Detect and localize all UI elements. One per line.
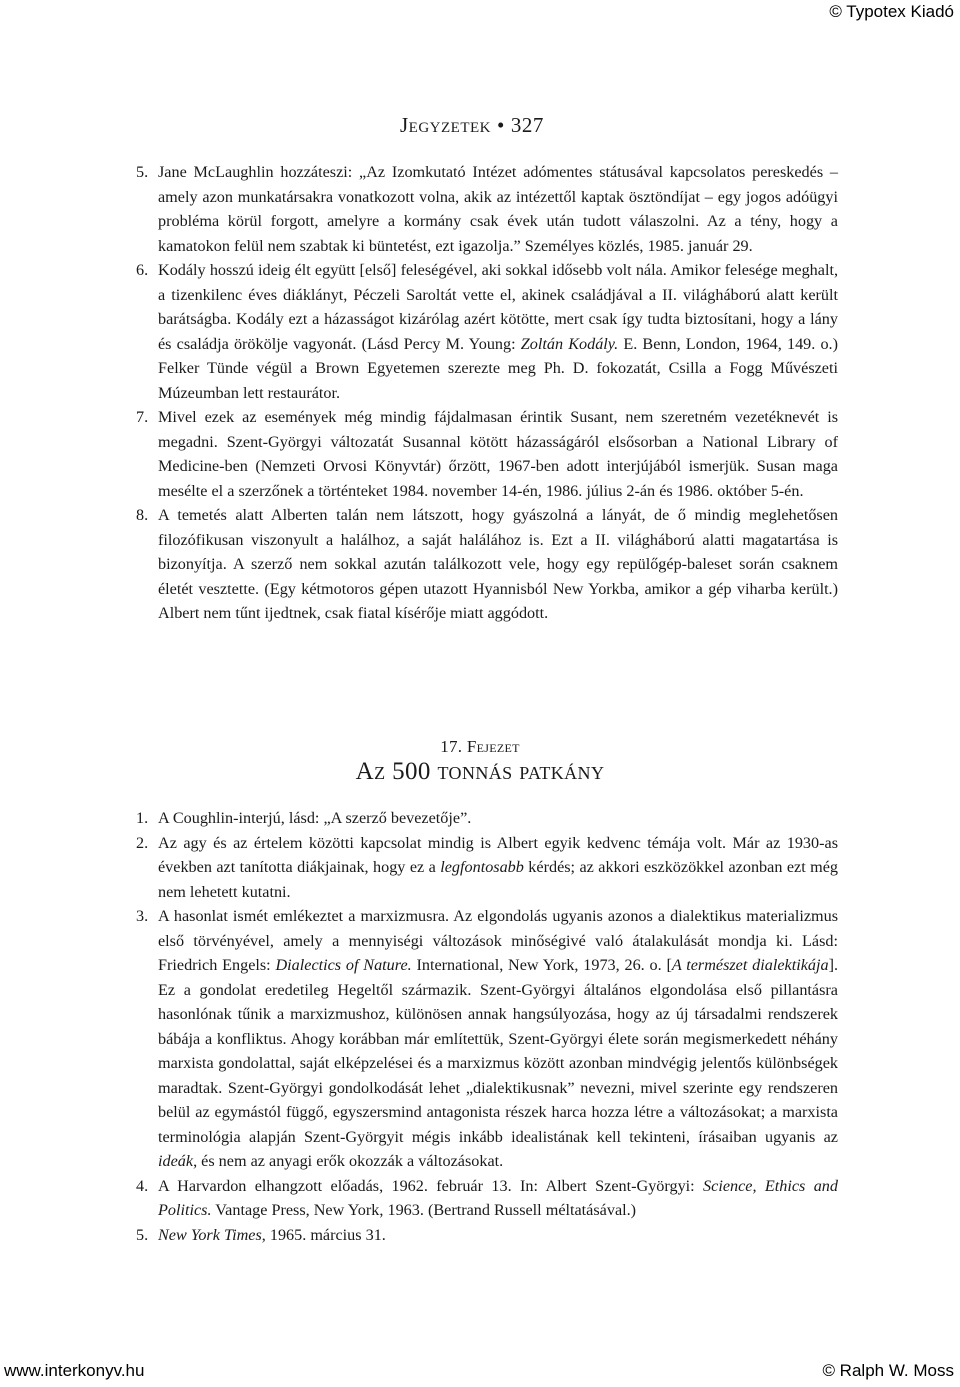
note-italic-text: legfontosabb (440, 858, 524, 876)
chapter-label: 17. Fejezet (440, 737, 520, 756)
note-italic-text: A természet dialektikája (671, 956, 829, 974)
note-item (136, 503, 838, 626)
note-text: International, New York, 1973, 26. o. [ (411, 956, 672, 974)
note-item (136, 258, 838, 405)
running-head-title: Jegyzetek (400, 113, 491, 137)
note-item (136, 1223, 838, 1248)
publisher-copyright: © Typotex Kiadó (829, 2, 954, 21)
note-item (136, 904, 838, 1174)
note-number: 2. (136, 833, 149, 852)
note-text: kérdés; az akkori eszközökkel azonban ezt még nem lehetett kutatni. (158, 858, 838, 901)
note-item (136, 405, 838, 503)
note-number: 6. (136, 261, 149, 279)
note-item (136, 831, 838, 905)
note-italic-text: ideák (158, 1152, 194, 1170)
notes-list-top (136, 160, 838, 626)
bullet-separator: • (496, 113, 505, 137)
note-item (136, 806, 838, 831)
note-italic-text: Zoltán Kodály. (520, 334, 619, 353)
note-item (136, 1174, 838, 1223)
note-text: A Coughlin-interjú, lásd: „A szerző bevezetője”. (158, 809, 472, 827)
website-url: www.interkonyv.hu (4, 1361, 145, 1380)
note-text: ]. Ez a gondolat eredetileg Hegeltől származik. Szent-Györgyi általános elgondolása első pillantásra hasonlónak tűnik a marxizmushoz, különösen annak hangsúlyozása, hogy az új társadalmi rendszerek bábája a konfliktus. Ahogy korábban már említettük, Szent-Györgyi élete során megismerkedett néhány marxista gondolattal, saját elképzelései és a marxizmus között azonban mindvégig jelentős különbségek maradtak. Szent-Györgyi gondolkodását lehet „dialektikusnak” nevezni, mivel szerinte egy rendszeren belül az egymástól függő, egyszersmind antagonista részek harca hozza létre a változásokat; a marxista terminológia alapján Szent-Györgyit mégis inkább idealistának kell tekinteni, írásaiban ugyanis az (158, 956, 839, 1146)
note-number: 7. (136, 408, 149, 426)
note-number: 4. (136, 1176, 149, 1195)
note-text: Mivel ezek az események még mindig fájdalmasan érintik Susant, nem szeretném vezetéknevét is megadni. Szent-Györgyi változatát Susannal kötött házasságáról elsősorban a National Library of Medicine-ben (Nemzeti Orvosi Könyvtár) őrzött, 1967-ben adott interjújából ismerjük. Susan maga mesélte el a szerzőnek a történteket 1984. november 14-én, 1986. július 2-án és 1986. október 5-én. (158, 408, 838, 500)
note-text: , és nem az anyagi erők okozzák a változásokat. (193, 1152, 504, 1170)
note-text: E. Benn, London, 1964, 149. o.) Felker Tünde végül a Brown Egyetemen szerezte meg Ph. D. fokozatát, Csilla a Fogg Művészeti Múzeumban lett restaurátor. (158, 334, 838, 402)
note-text: Kodály hosszú ideig élt együtt [első] feleségével, aki sokkal idősebb volt nála. Amikor felesége meghalt, a tizenkilenc éves diáklányt, Péczeli Saroltát vette el, akinek családjával a II. világháború alatt került barátságba. Kodály ezt a házasságot kizárólag azért kötötte, mert csak így tudta biztosítani, hogy a lány és családja örökölje vagyonát. (Lásd Percy M. Young: (158, 261, 838, 353)
chapter-title: Az 500 tonnás patkány (355, 758, 605, 785)
note-text: A Harvardon elhangzott előadás, 1962. február 13. In: Albert Szent-Györgyi: (158, 1176, 704, 1195)
page-number: 327 (510, 113, 544, 137)
note-italic-text: New York Times (158, 1225, 262, 1244)
note-text: Vantage Press, New York, 1963. (Bertrand Russell méltatásával.) (211, 1201, 637, 1219)
note-text: A temetés alatt Alberten talán nem látszott, hogy gyászolná a lányát, de ő mindig meglehetősen filozófikusan viszonyult a halálhoz, a saját halálához is. Ezt a II. világháború alatti magatartása is bizonyítja. A szerző nem sokkal azután találkozott vele, hogy egy repülőgép-baleset során csaknem életét vesztette. (Egy kétmotoros gépen utazott Hyannisból New Yorkba, amikor a gép viharba került.) Albert nem tűnt ijedtnek, csak fiatal kísérője miatt aggódott. (158, 506, 838, 622)
running-head (400, 113, 544, 138)
notes-list-bottom (136, 806, 838, 1247)
note-item (136, 160, 838, 258)
note-text: Az agy és az értelem közötti kapcsolat mindig is Albert egyik kedvenc témája volt. Már az 1930-as években azt tanította diákjainak, hogy ez a (158, 833, 838, 876)
note-text: , 1965. március 31. (261, 1225, 386, 1244)
note-text: Jane McLaughlin hozzáteszi: „Az Izomkutató Intézet adómentes státusával kapcsolatos pereskedés – amely azon munkatársakra vonatkozott volna, akik az intézettől kaptak ösztöndíjat – egy jogos adóügyi probléma körül forgott, amelyre a kormány csak évek után tudott válaszolni. Az a tény, hogy a kamatokon felül nem szabtak ki büntetést, ezt igazolja.” Személyes közlés, 1985. január 29. (158, 163, 838, 255)
note-number: 1. (136, 809, 149, 827)
note-number: 5. (136, 1225, 149, 1244)
note-number: 3. (136, 907, 149, 925)
note-number: 8. (136, 506, 149, 524)
author-copyright: © Ralph W. Moss (822, 1361, 954, 1380)
note-number: 5. (136, 163, 149, 181)
note-italic-text: Science, Ethics and Politics. (158, 1176, 838, 1219)
note-text: A hasonlat ismét emlékeztet a marxizmusra. Az elgondolás ugyanis azonos a dialektikus materializmus első törvényével, amely a mennyiségi változások minőségivé való átalakulását mondja ki. Lásd: Friedrich Engels: (158, 907, 838, 974)
note-italic-text: Dialectics of Nature. (275, 956, 412, 974)
